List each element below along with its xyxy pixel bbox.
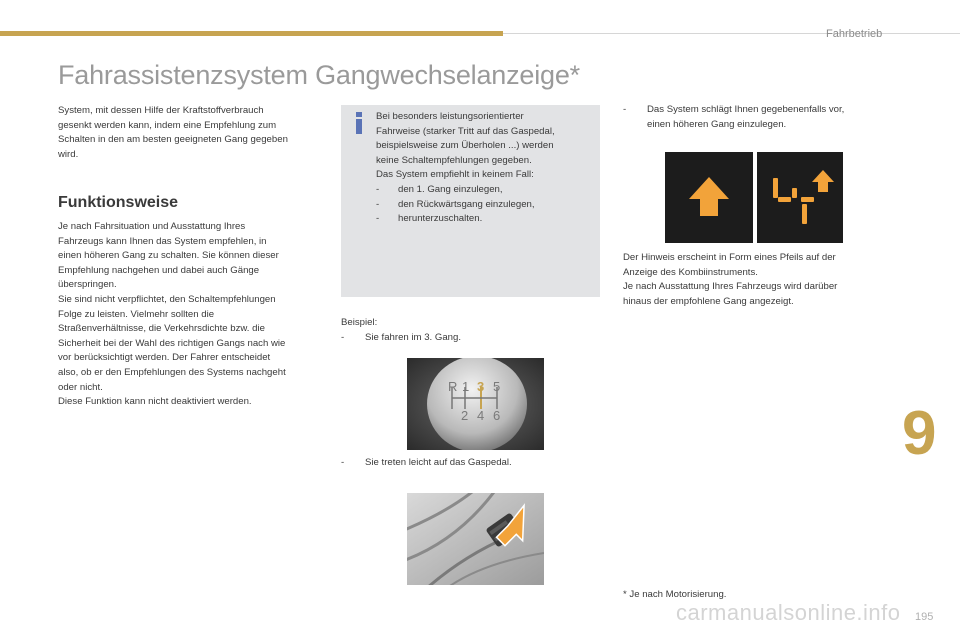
- step-3: [623, 103, 844, 132]
- list-item: - den 1. Gang einzulegen,: [376, 183, 596, 198]
- intro-line: gesenkt werden kann, indem eine Empfehlung zum: [58, 119, 277, 131]
- shift-arrow-display: [665, 152, 753, 243]
- info-line: Das System empfiehlt in keinem Fall:: [376, 169, 534, 181]
- note-line: Der Hinweis erscheint in Form eines Pfeils auf der: [623, 252, 836, 263]
- intro-line: System, mit dessen Hilfe der Kraftstoffverbrauch: [58, 105, 264, 116]
- dash-marker: -: [341, 332, 345, 343]
- chapter-number: 9: [902, 399, 937, 468]
- step-text: Das System schlägt Ihnen gegebenenfalls vor,: [647, 104, 845, 115]
- step-text: einen höheren Gang einzulegen.: [647, 118, 787, 130]
- example-step-2: [341, 456, 512, 471]
- function-line: Empfehlung nachgehen und dabei auch Gänge: [58, 264, 260, 276]
- list-item: - herunterzuschalten.: [376, 212, 596, 227]
- example-label: Beispiel:: [341, 317, 378, 328]
- list-item: - den Rückwärtsgang einzulegen,: [376, 198, 596, 213]
- header-rule: [503, 33, 960, 34]
- gear-knob-photo: [407, 358, 544, 450]
- note-line: Anzeige des Kombiinstruments.: [623, 266, 758, 278]
- function-line: Sie sind nicht verpflichtet, den Schaltempfehlungen: [58, 293, 276, 305]
- function-line: Sicherheit bei der Wahl des richtigen Gangs nach wie: [58, 337, 286, 349]
- info-box: [341, 105, 600, 297]
- pedal-illustration: [407, 493, 544, 585]
- function-line: Straßenverhältnisse, die Verkehrsdichte bzw. die: [58, 323, 265, 335]
- note-line: Je nach Ausstattung Ihres Fahrzeugs wird darüber: [623, 281, 838, 293]
- seven-segment-digit-icon: [773, 178, 814, 224]
- shift-gear-display: [757, 152, 843, 243]
- intro-paragraph: [58, 104, 328, 162]
- function-line: Diese Funktion kann nicht deaktiviert werden.: [58, 396, 252, 408]
- gear-label-1: 1: [462, 379, 470, 394]
- header-accent-bar: [0, 31, 503, 36]
- function-line: überspringen.: [58, 279, 117, 291]
- note-line: hinaus der empfohlene Gang angezeigt.: [623, 295, 794, 307]
- function-line: also, ob er den Empfehlungen des Systems nachgeht: [58, 366, 286, 378]
- section-heading: Funktionsweise: [58, 194, 179, 211]
- gear-label-4: 4: [477, 408, 485, 423]
- function-line: Folge zu leisten. Vielmehr sollten die: [58, 308, 215, 320]
- info-line: keine Schaltempfehlungen gegeben.: [376, 154, 532, 166]
- function-line: Fahrzeugs kann Ihnen das System empfehlen, in: [58, 235, 267, 247]
- page-number: 195: [915, 611, 934, 623]
- function-line: vor berücksichtigt werden. Der Fahrer entscheidet: [58, 352, 271, 364]
- gear-label-2: 2: [461, 408, 469, 423]
- dash-marker: -: [341, 457, 345, 468]
- info-line: Bei besonders leistungsorientierter: [376, 111, 524, 122]
- info-text: [376, 110, 596, 227]
- function-line: Je nach Fahrsituation und Ausstattung Ihres: [58, 221, 246, 232]
- gear-label-r: R: [448, 379, 458, 394]
- function-paragraph: [58, 220, 328, 410]
- gear-label-3: 3: [477, 379, 485, 394]
- intro-line: wird.: [58, 148, 79, 160]
- section-label: Fahrbetrieb: [826, 28, 883, 40]
- page-title: Fahrassistenzsystem Gangwechselanzeige*: [58, 60, 580, 90]
- step-text: Sie fahren im 3. Gang.: [365, 332, 461, 343]
- info-icon: [352, 112, 366, 134]
- info-line: beispielsweise zum Überholen ...) werden: [376, 140, 554, 152]
- example-step-1: [341, 331, 461, 346]
- gear-knob-illustration: [407, 358, 544, 450]
- intro-line: Schalten in den am besten geeigneten Gang gegeben: [58, 134, 288, 146]
- info-list: [376, 183, 596, 227]
- watermark: carmanualsonline.info: [676, 600, 901, 625]
- step-text: Sie treten leicht auf das Gaspedal.: [365, 457, 512, 468]
- function-line: oder nicht.: [58, 381, 103, 393]
- pedal-photo: [407, 493, 544, 585]
- up-arrow-icon: [665, 152, 753, 243]
- display-note: [623, 251, 883, 309]
- gear-label-5: 5: [493, 379, 501, 394]
- info-line: Fahrweise (starker Tritt auf das Gaspedal,: [376, 125, 555, 137]
- dash-marker: -: [623, 104, 627, 115]
- footnote: * Je nach Motorisierung.: [623, 589, 727, 600]
- up-arrow-icon: [812, 170, 834, 192]
- gear-indicator: [757, 152, 843, 243]
- gear-label-6: 6: [493, 408, 501, 423]
- function-line: einen höheren Gang zu schalten. Sie können dieser: [58, 250, 279, 262]
